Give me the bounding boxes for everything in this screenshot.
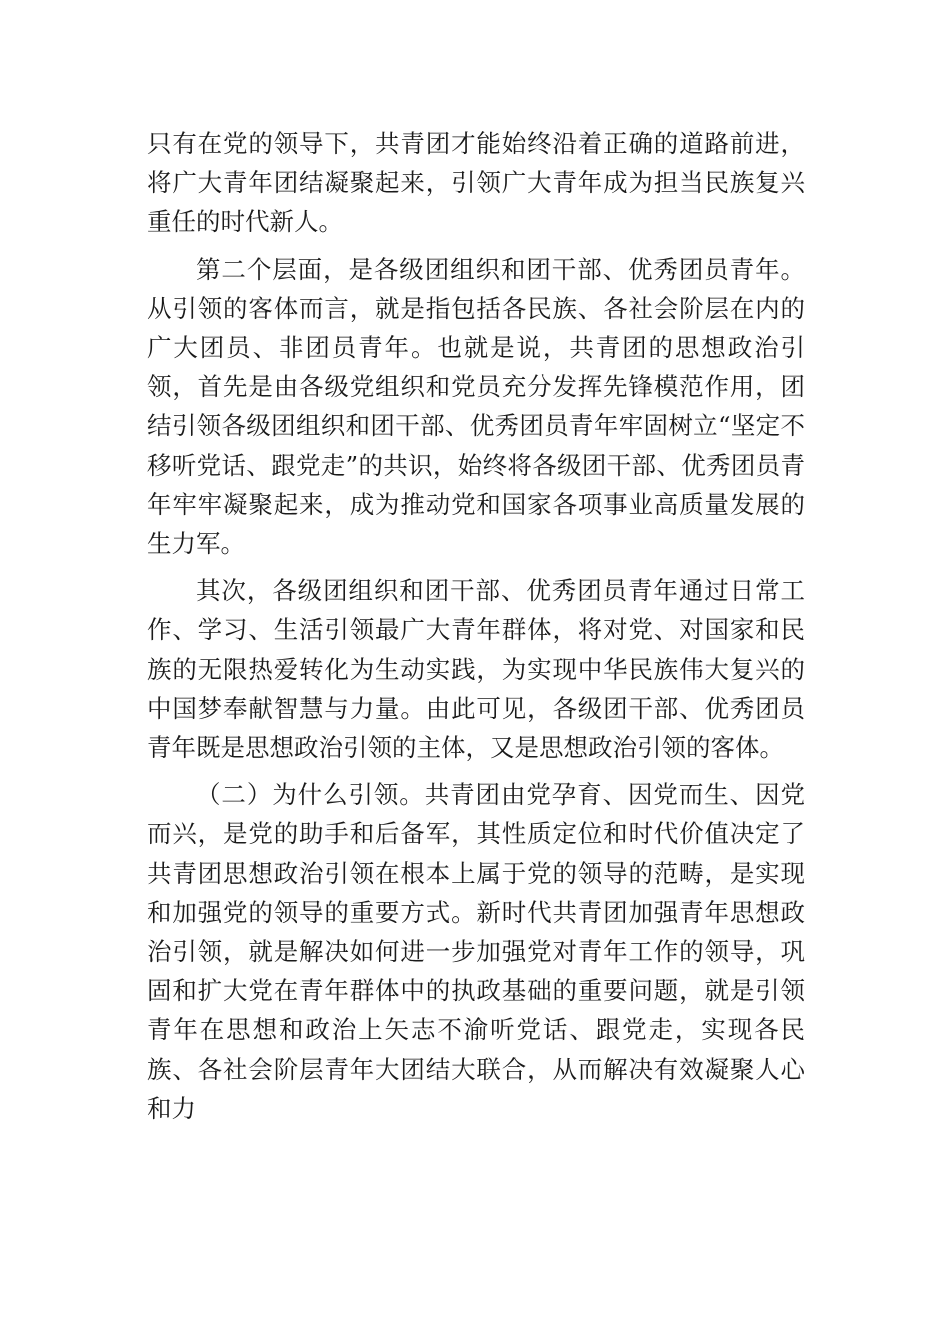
paragraph-2: 第二个层面，是各级团组织和团干部、优秀团员青年。从引领的客体而言，就是指包括各民族、各社会阶层在内的广大团员、非团员青年。也就是说，共青团的思想政治引领，首先是由各级党组织和党员充分发挥先锋模范作用，团结引领各级团组织和团干部、优秀团员青年牢固树立“坚定不移听党话、跟党走”的共识，始终将各级团干部、优秀团员青年牢牢凝聚起来，成为推动党和国家各项事业高质量发展的生力军。 bbox=[147, 254, 805, 559]
paragraph-4: （二）为什么引领。共青团由党孕育、因党而生、因党而兴，是党的助手和后备军，其性质定位和时代价值决定了共青团思想政治引领在根本上属于党的领导的范畴，是实现和加强党的领导的重要方式。新时代共青团加强青年思想政治引领，就是解决如何进一步加强党对青年工作的领导，巩固和扩大党在青年群体中的执政基础的重要问题，就是引领青年在思想和政治上矢志不渝听党话、跟党走，实现各民族、各社会阶层青年大团结大联合，从而解决有效凝聚人心和力 bbox=[147, 780, 805, 1123]
document-body bbox=[147, 124, 805, 1128]
paragraph-1: 只有在党的领导下，共青团才能始终沿着正确的道路前进，将广大青年团结凝聚起来，引领广大青年成为担当民族复兴重任的时代新人。 bbox=[147, 129, 805, 237]
paragraph-3: 其次，各级团组织和团干部、优秀团员青年通过日常工作、学习、生活引领最广大青年群体，将对党、对国家和民族的无限热爱转化为生动实践，为实现中华民族伟大复兴的中国梦奉献智慧与力量。由此可见，各级团干部、优秀团员青年既是思想政治引领的主体，又是思想政治引领的客体。 bbox=[147, 576, 805, 763]
